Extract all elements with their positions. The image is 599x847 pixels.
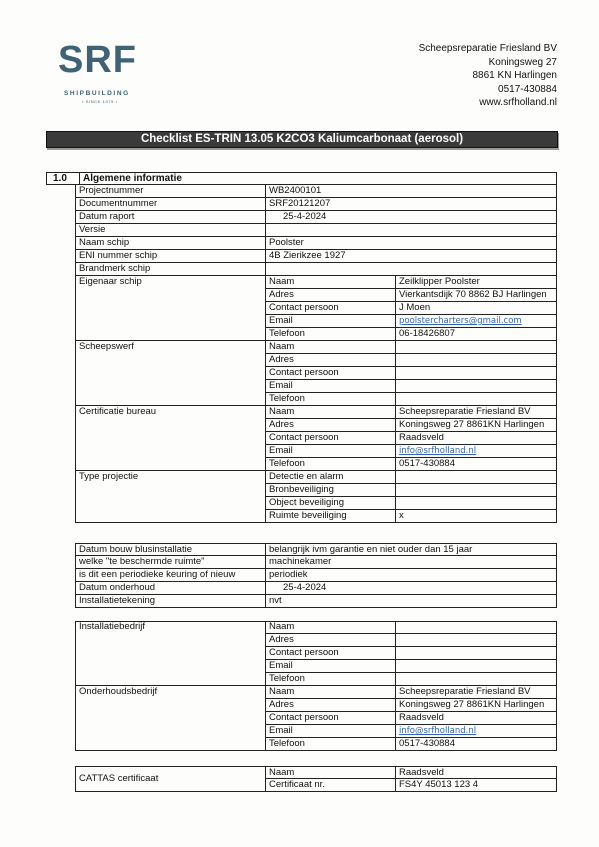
install-label [75, 569, 265, 582]
field-value [395, 393, 557, 406]
field-value [395, 621, 557, 634]
general-row [75, 198, 557, 211]
srf-logo [58, 40, 148, 108]
field-key [265, 660, 395, 673]
field-key [265, 328, 395, 341]
group-field-row [265, 725, 557, 738]
group-field-row [265, 419, 557, 432]
install-value-text: belangrijk ivm garantie en niet ouder dan 15 jaar [269, 544, 473, 555]
field-key-text: Naam [269, 767, 295, 778]
field-value-text: Vierkantsdijk 70 8862 BJ Harlingen [399, 289, 547, 300]
field-value [395, 315, 557, 328]
address-street: Koningsweg 27 [488, 56, 557, 68]
field-value [395, 419, 557, 432]
group-field-row [265, 432, 557, 445]
field-key-text: Naam [269, 621, 295, 632]
field-value-text: 25-4-2024 [283, 211, 327, 222]
field-value-text: Zeilklipper Poolster [399, 276, 480, 287]
field-value [265, 211, 557, 224]
field-key-text: Ruimte beveiliging [269, 510, 347, 521]
group-field-row [265, 497, 557, 510]
group-field-row [265, 328, 557, 341]
field-label [75, 198, 265, 211]
field-value-text: FS4Y 45013 123 4 [399, 779, 479, 790]
field-key-text: Email [269, 445, 293, 456]
field-label [75, 211, 265, 224]
field-value [395, 647, 557, 660]
install-value-text: nvt [269, 595, 282, 606]
field-key-text: Naam [269, 341, 295, 352]
field-key [265, 484, 395, 497]
field-key-text: Object beveiliging [269, 497, 344, 508]
field-key [265, 673, 395, 686]
field-key [265, 779, 395, 792]
field-key-text: Telefoon [269, 738, 305, 749]
group-field-row [265, 393, 557, 406]
general-row [75, 185, 557, 198]
section-header [46, 172, 557, 185]
group-field-row [265, 484, 557, 497]
cattas-field-row [265, 766, 557, 779]
field-key [265, 276, 395, 289]
field-label [75, 237, 265, 250]
install-label-text: Datum bouw blusinstallatie [79, 544, 193, 555]
group-field-row [265, 647, 557, 660]
group-field-row [265, 406, 557, 419]
field-key-text: Detectie en alarm [269, 471, 344, 482]
field-value-text: 06-18426807 [399, 328, 455, 339]
group-field-row [265, 510, 557, 523]
install-row [75, 595, 557, 608]
general-row [75, 224, 557, 237]
field-key-text: Telefoon [269, 458, 305, 469]
field-label [75, 263, 265, 276]
document-title: Checklist ES-TRIN 13.05 K2CO3 Kaliumcarbonaat (aerosol) [46, 131, 558, 148]
field-key [265, 699, 395, 712]
field-value-text: Poolster [269, 237, 304, 248]
field-label [75, 185, 265, 198]
field-value-text: Raadsveld [399, 432, 444, 443]
cattas-field-row [265, 779, 557, 792]
install-label [75, 556, 265, 569]
section-label: Algemene informatie [79, 173, 182, 184]
field-value-text: 0517-430884 [399, 458, 455, 469]
field-key-text: Telefoon [269, 328, 305, 339]
field-key-text: Email [269, 660, 293, 671]
install-label [75, 595, 265, 608]
group-label [75, 621, 265, 686]
field-value [395, 276, 557, 289]
field-value [395, 673, 557, 686]
install-value-text: machinekamer [269, 556, 332, 567]
field-key [265, 432, 395, 445]
install-label-text: Installatietekening [79, 595, 156, 606]
field-key-text: Adres [269, 634, 294, 645]
group-field-row [265, 445, 557, 458]
install-value [265, 595, 557, 608]
field-value-text: Raadsveld [399, 767, 444, 778]
install-row [75, 543, 557, 556]
field-value [395, 471, 557, 484]
field-key [265, 510, 395, 523]
field-value [395, 497, 557, 510]
group-field-row [265, 471, 557, 484]
install-row [75, 569, 557, 582]
field-value [395, 634, 557, 647]
field-key [265, 302, 395, 315]
field-key [265, 647, 395, 660]
field-value [395, 660, 557, 673]
section-number: 1.0 [53, 173, 67, 184]
field-value [395, 510, 557, 523]
install-row [75, 582, 557, 595]
field-value [395, 302, 557, 315]
group-field-row [265, 660, 557, 673]
field-value [395, 699, 557, 712]
group-label-text: Eigenaar schip [79, 276, 142, 287]
install-value [265, 569, 557, 582]
group-field-row [265, 276, 557, 289]
field-key-text: Telefoon [269, 393, 305, 404]
logo-subtitle: SHIPBUILDING [64, 90, 130, 97]
group-label [75, 276, 265, 341]
group-label-text: Scheepswerf [79, 341, 134, 352]
address-city: 8861 KN Harlingen [472, 70, 557, 81]
address-company: Scheepsreparatie Friesland BV [418, 43, 557, 54]
install-label [75, 582, 265, 595]
install-value-text: periodiek [269, 569, 308, 580]
field-key-text: Telefoon [269, 673, 305, 684]
group-field-row [265, 367, 557, 380]
group-label-text: Installatiebedrijf [79, 621, 146, 632]
group-field-row [265, 354, 557, 367]
field-key [265, 315, 395, 328]
field-key [265, 634, 395, 647]
install-value-text: 25-4-2024 [283, 582, 327, 593]
field-value [265, 185, 557, 198]
field-value [395, 445, 557, 458]
field-value [265, 237, 557, 250]
field-key [265, 393, 395, 406]
field-value-text: x [399, 510, 404, 521]
group-field-row [265, 699, 557, 712]
field-value-text: Koningsweg 27 8861KN Harlingen [399, 419, 545, 430]
general-row [75, 250, 557, 263]
field-key [265, 686, 395, 699]
field-label-text: Projectnummer [79, 185, 144, 196]
field-value [395, 484, 557, 497]
install-label-text: welke "te beschermde ruimte" [79, 556, 205, 567]
general-row [75, 237, 557, 250]
field-key [265, 289, 395, 302]
field-value-text: J Moen [399, 302, 431, 313]
group-field-row [265, 315, 557, 328]
address-website: www.srfholland.nl [479, 97, 557, 108]
group-field-row [265, 738, 557, 751]
general-row [75, 211, 557, 224]
field-key [265, 471, 395, 484]
group-field-row [265, 686, 557, 699]
field-key-text: Adres [269, 354, 294, 365]
install-row [75, 556, 557, 569]
field-key [265, 738, 395, 751]
field-value [265, 224, 557, 237]
field-value-text: Raadsveld [399, 712, 444, 723]
group-label [75, 686, 265, 751]
field-key-text: Contact persoon [269, 647, 339, 658]
logo-since: • SINCE 1975 • [82, 99, 118, 104]
field-value [265, 250, 557, 263]
field-label-text: Brandmerk schip [79, 263, 151, 274]
field-value-text: Scheepsreparatie Friesland BV [399, 686, 531, 697]
group-field-row [265, 712, 557, 725]
field-key-text: Naam [269, 406, 295, 417]
group-label [75, 471, 265, 523]
field-key [265, 445, 395, 458]
group-label-text: Type projectie [79, 471, 139, 482]
install-value [265, 543, 557, 556]
field-key-text: Contact persoon [269, 432, 339, 443]
field-key-text: Bronbeveiliging [269, 484, 334, 495]
group-field-row [265, 289, 557, 302]
field-key [265, 380, 395, 393]
field-value-text[interactable]: info@srfholland.nl [399, 726, 477, 736]
field-value-text: Scheepsreparatie Friesland BV [399, 406, 531, 417]
field-value [395, 367, 557, 380]
group-label-text: Certificatie bureau [79, 406, 157, 417]
company-address [419, 42, 557, 110]
divider [75, 621, 557, 622]
field-key [265, 621, 395, 634]
field-key-text: Adres [269, 289, 294, 300]
field-key [265, 766, 395, 779]
field-key-text: Adres [269, 419, 294, 430]
field-key [265, 367, 395, 380]
install-label-text: Datum onderhoud [79, 582, 156, 593]
field-value [395, 354, 557, 367]
field-value [395, 458, 557, 471]
field-value [395, 341, 557, 354]
cattas-label-text: CATTAS certificaat [79, 773, 159, 784]
field-key-text: Certificaat nr. [269, 779, 325, 790]
field-value-text: SRF20121207 [269, 198, 331, 209]
field-value-text: 4B Zierikzee 1927 [269, 250, 346, 261]
field-value [395, 289, 557, 302]
field-label-text: Naam schip [79, 237, 130, 248]
field-value [265, 198, 557, 211]
logo-text: SRF [58, 39, 137, 81]
field-key-text: Contact persoon [269, 302, 339, 313]
field-key-text: Email [269, 315, 293, 326]
install-value [265, 556, 557, 569]
field-value-text[interactable]: poolstercharters@gmail.com [399, 316, 522, 326]
field-value [395, 779, 557, 792]
group-label [75, 341, 265, 406]
field-key-text: Naam [269, 276, 295, 287]
install-value [265, 582, 557, 595]
field-label-text: Documentnummer [79, 198, 158, 209]
group-field-row [265, 341, 557, 354]
field-value-text: Koningsweg 27 8861KN Harlingen [399, 699, 545, 710]
field-value [395, 432, 557, 445]
field-value [395, 725, 557, 738]
group-field-row [265, 673, 557, 686]
field-key [265, 406, 395, 419]
field-key [265, 458, 395, 471]
cattas-label [75, 766, 265, 792]
field-label-text: Versie [79, 224, 106, 235]
field-value [395, 738, 557, 751]
field-value [395, 380, 557, 393]
address-phone: 0517-430884 [498, 83, 557, 95]
field-value [395, 406, 557, 419]
field-key-text: Email [269, 380, 293, 391]
field-key-text: Contact persoon [269, 367, 339, 378]
group-field-row [265, 634, 557, 647]
field-label [75, 224, 265, 237]
field-label [75, 250, 265, 263]
field-value [395, 766, 557, 779]
field-value [395, 712, 557, 725]
field-key-text: Naam [269, 686, 295, 697]
field-key [265, 354, 395, 367]
field-key-text: Email [269, 725, 293, 736]
field-key-text: Contact persoon [269, 712, 339, 723]
general-row [75, 263, 557, 276]
field-label-text: ENI nummer schip [79, 250, 158, 261]
group-field-row [265, 380, 557, 393]
group-field-row [265, 621, 557, 634]
group-label [75, 406, 265, 471]
field-key [265, 419, 395, 432]
field-key [265, 341, 395, 354]
install-label-text: is dit een periodieke keuring of nieuw [79, 569, 236, 580]
field-value [395, 328, 557, 341]
group-field-row [265, 458, 557, 471]
field-value [395, 686, 557, 699]
field-key [265, 497, 395, 510]
field-value-text: 0517-430884 [399, 738, 455, 749]
field-value-text: WB2400101 [269, 185, 322, 196]
install-label [75, 543, 265, 556]
group-label-text: Onderhoudsbedrijf [79, 686, 158, 697]
field-key [265, 725, 395, 738]
field-label-text: Datum raport [79, 211, 135, 222]
field-key-text: Adres [269, 699, 294, 710]
field-key [265, 712, 395, 725]
field-value [265, 263, 557, 276]
group-field-row [265, 302, 557, 315]
field-value-text[interactable]: info@srfholland.nl [399, 446, 477, 456]
